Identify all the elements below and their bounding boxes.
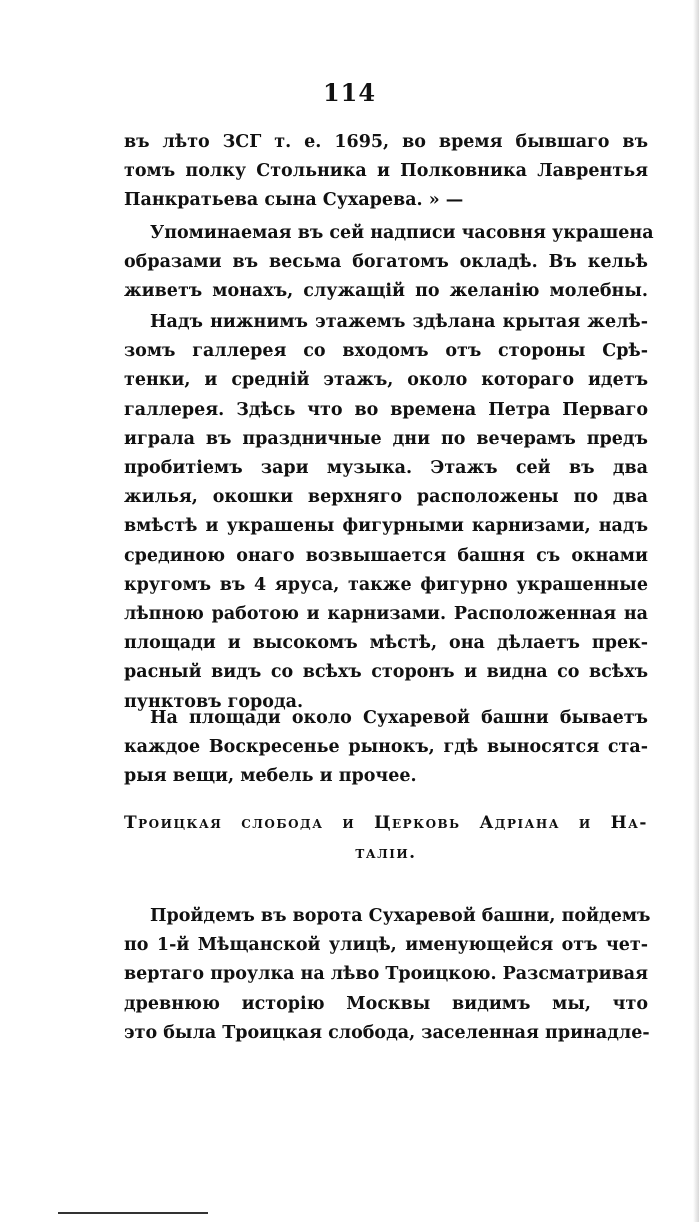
text-line: жилья, окошки верхняго расположены по два <box>124 487 648 508</box>
footer-rule <box>58 1212 208 1214</box>
paragraph-inscription-end <box>124 128 648 216</box>
text-line: въ лѣто ЗСГ т. е. 1695, во время бывшаго въ <box>124 132 648 152</box>
text-line: Панкратьева сына Сухарева. » — <box>124 190 464 211</box>
text-line: играла въ праздничные дни по вечерамъ предъ <box>124 428 648 449</box>
text-line: вертаго проулка на лѣво Троицкою. Разсматривая <box>124 964 648 985</box>
text-line: это была Троицкая слобода, заселенная принадле- <box>124 1022 650 1043</box>
section-heading-line-2: таліи. <box>355 843 417 863</box>
text-line: живетъ монахъ, служащій по желанію молебны. <box>124 281 648 302</box>
text-line: пробитіемъ зари музыка. Этажъ сей въ два <box>124 458 648 479</box>
text-line: древнюю исторію Москвы видимъ мы, что <box>124 993 648 1014</box>
page-number: 114 <box>322 78 377 107</box>
text-line: томъ полку Стольника и Полковника Лаврентья <box>124 161 648 182</box>
text-line: тенки, и среднiй этажъ, около котораго идетъ <box>124 370 648 391</box>
text-line: зомъ галлерея со входомъ отъ стороны Срѣ- <box>124 341 648 362</box>
text-line: вмѣстѣ и украшены фигурными карнизами, надъ <box>124 516 648 537</box>
paragraph-chapel <box>124 219 654 307</box>
text-line: лѣпною работою и карнизами. Расположенная на <box>124 604 648 625</box>
page-edge-shadow <box>693 0 699 1222</box>
text-line: На площади около Сухаревой башни бываетъ <box>150 708 648 728</box>
text-line: образами въ весьма богатомъ окладѣ. Въ кельѣ <box>124 252 648 273</box>
paragraph-market <box>124 704 648 792</box>
text-line: срединою онаго возвышается башня съ окнами <box>124 545 648 566</box>
section-heading <box>124 808 648 868</box>
text-line: галлерея. Здѣсь что во времена Петра Перваго <box>124 399 648 420</box>
text-line: кругомъ въ 4 яруса, также фигурно украшенные <box>124 574 648 595</box>
text-line: Упоминаемая въ сей надписи часовня украшена <box>150 223 654 243</box>
text-line: Пройдемъ въ ворота Сухаревой башни, пойдемъ <box>150 906 651 926</box>
paragraph-trinity-sloboda <box>124 902 651 1048</box>
paragraph-gallery-tower <box>124 308 648 717</box>
text-line: каждое Воскресенье рынокъ, гдѣ выносятся ста- <box>124 737 648 758</box>
text-line: Надъ нижнимъ этажемъ здѣлана крытая желѣ- <box>150 312 648 332</box>
section-heading-line-1: Троицкая слобода и Церковь Адріана и На- <box>124 813 648 833</box>
text-line: по 1-й Мѣщанской улицѣ, именующейся отъ чет- <box>124 935 648 956</box>
text-line: рыя вещи, мебель и прочее. <box>124 766 417 787</box>
text-line: площади и высокомъ мѣстѣ, она дѣлаетъ прек- <box>124 633 648 654</box>
text-line: расный видъ со всѣхъ сторонъ и видна со всѣхъ <box>124 662 648 683</box>
text-line: пунктовъ города. <box>124 691 304 712</box>
